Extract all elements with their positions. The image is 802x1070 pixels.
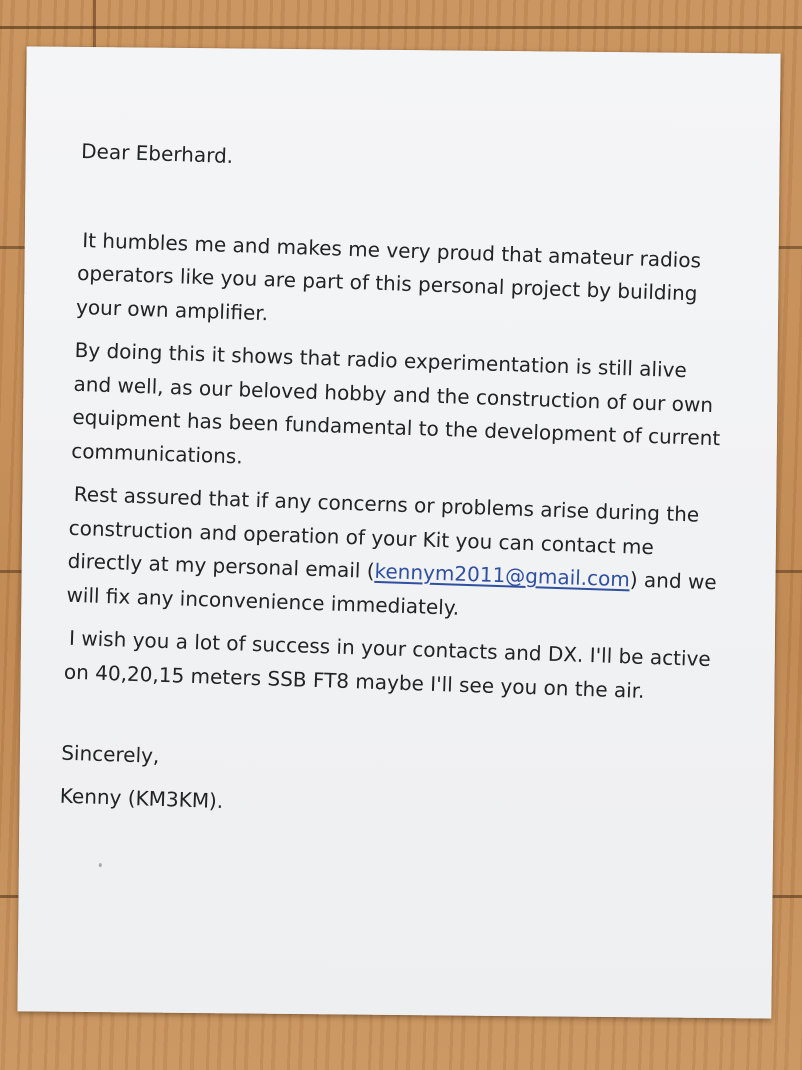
letter-signature: Kenny (KM3KM). [59,783,224,813]
letter-paragraph-3 [66,478,720,633]
paragraph-3-text-end: ) and we will fix any inconvenience immediately. [66,567,718,620]
letter-paragraph-2: By doing this it shows that radio experimentation is still alive and well, as our beloved hobby and the construction of our own equipment has been fundamental to the development of current communications. [70,337,721,468]
letter-sheet [17,46,780,1018]
letter-paragraph-4: I wish you a lot of success in your contacts and DX. I'll be active on 40,20,15 meters SSB FT8 maybe I'll see you on the air. [63,625,712,703]
letter-body [59,135,731,834]
paragraph-3-text-start: Rest assured that if any concerns or problems arise during the construction and operation of your Kit you can contact me directly at my personal email ( [67,481,700,583]
letter-greeting: Dear Eberhard. [80,138,234,168]
paper-speck [99,863,102,867]
email-link[interactable]: kennym2011@gmail.com [374,558,631,592]
letter-paragraph-1: It humbles me and makes me very proud that amateur radios operators like you are part of this personal project by building your own amplifier. [75,227,702,325]
letter-closing: Sincerely, [60,740,160,768]
